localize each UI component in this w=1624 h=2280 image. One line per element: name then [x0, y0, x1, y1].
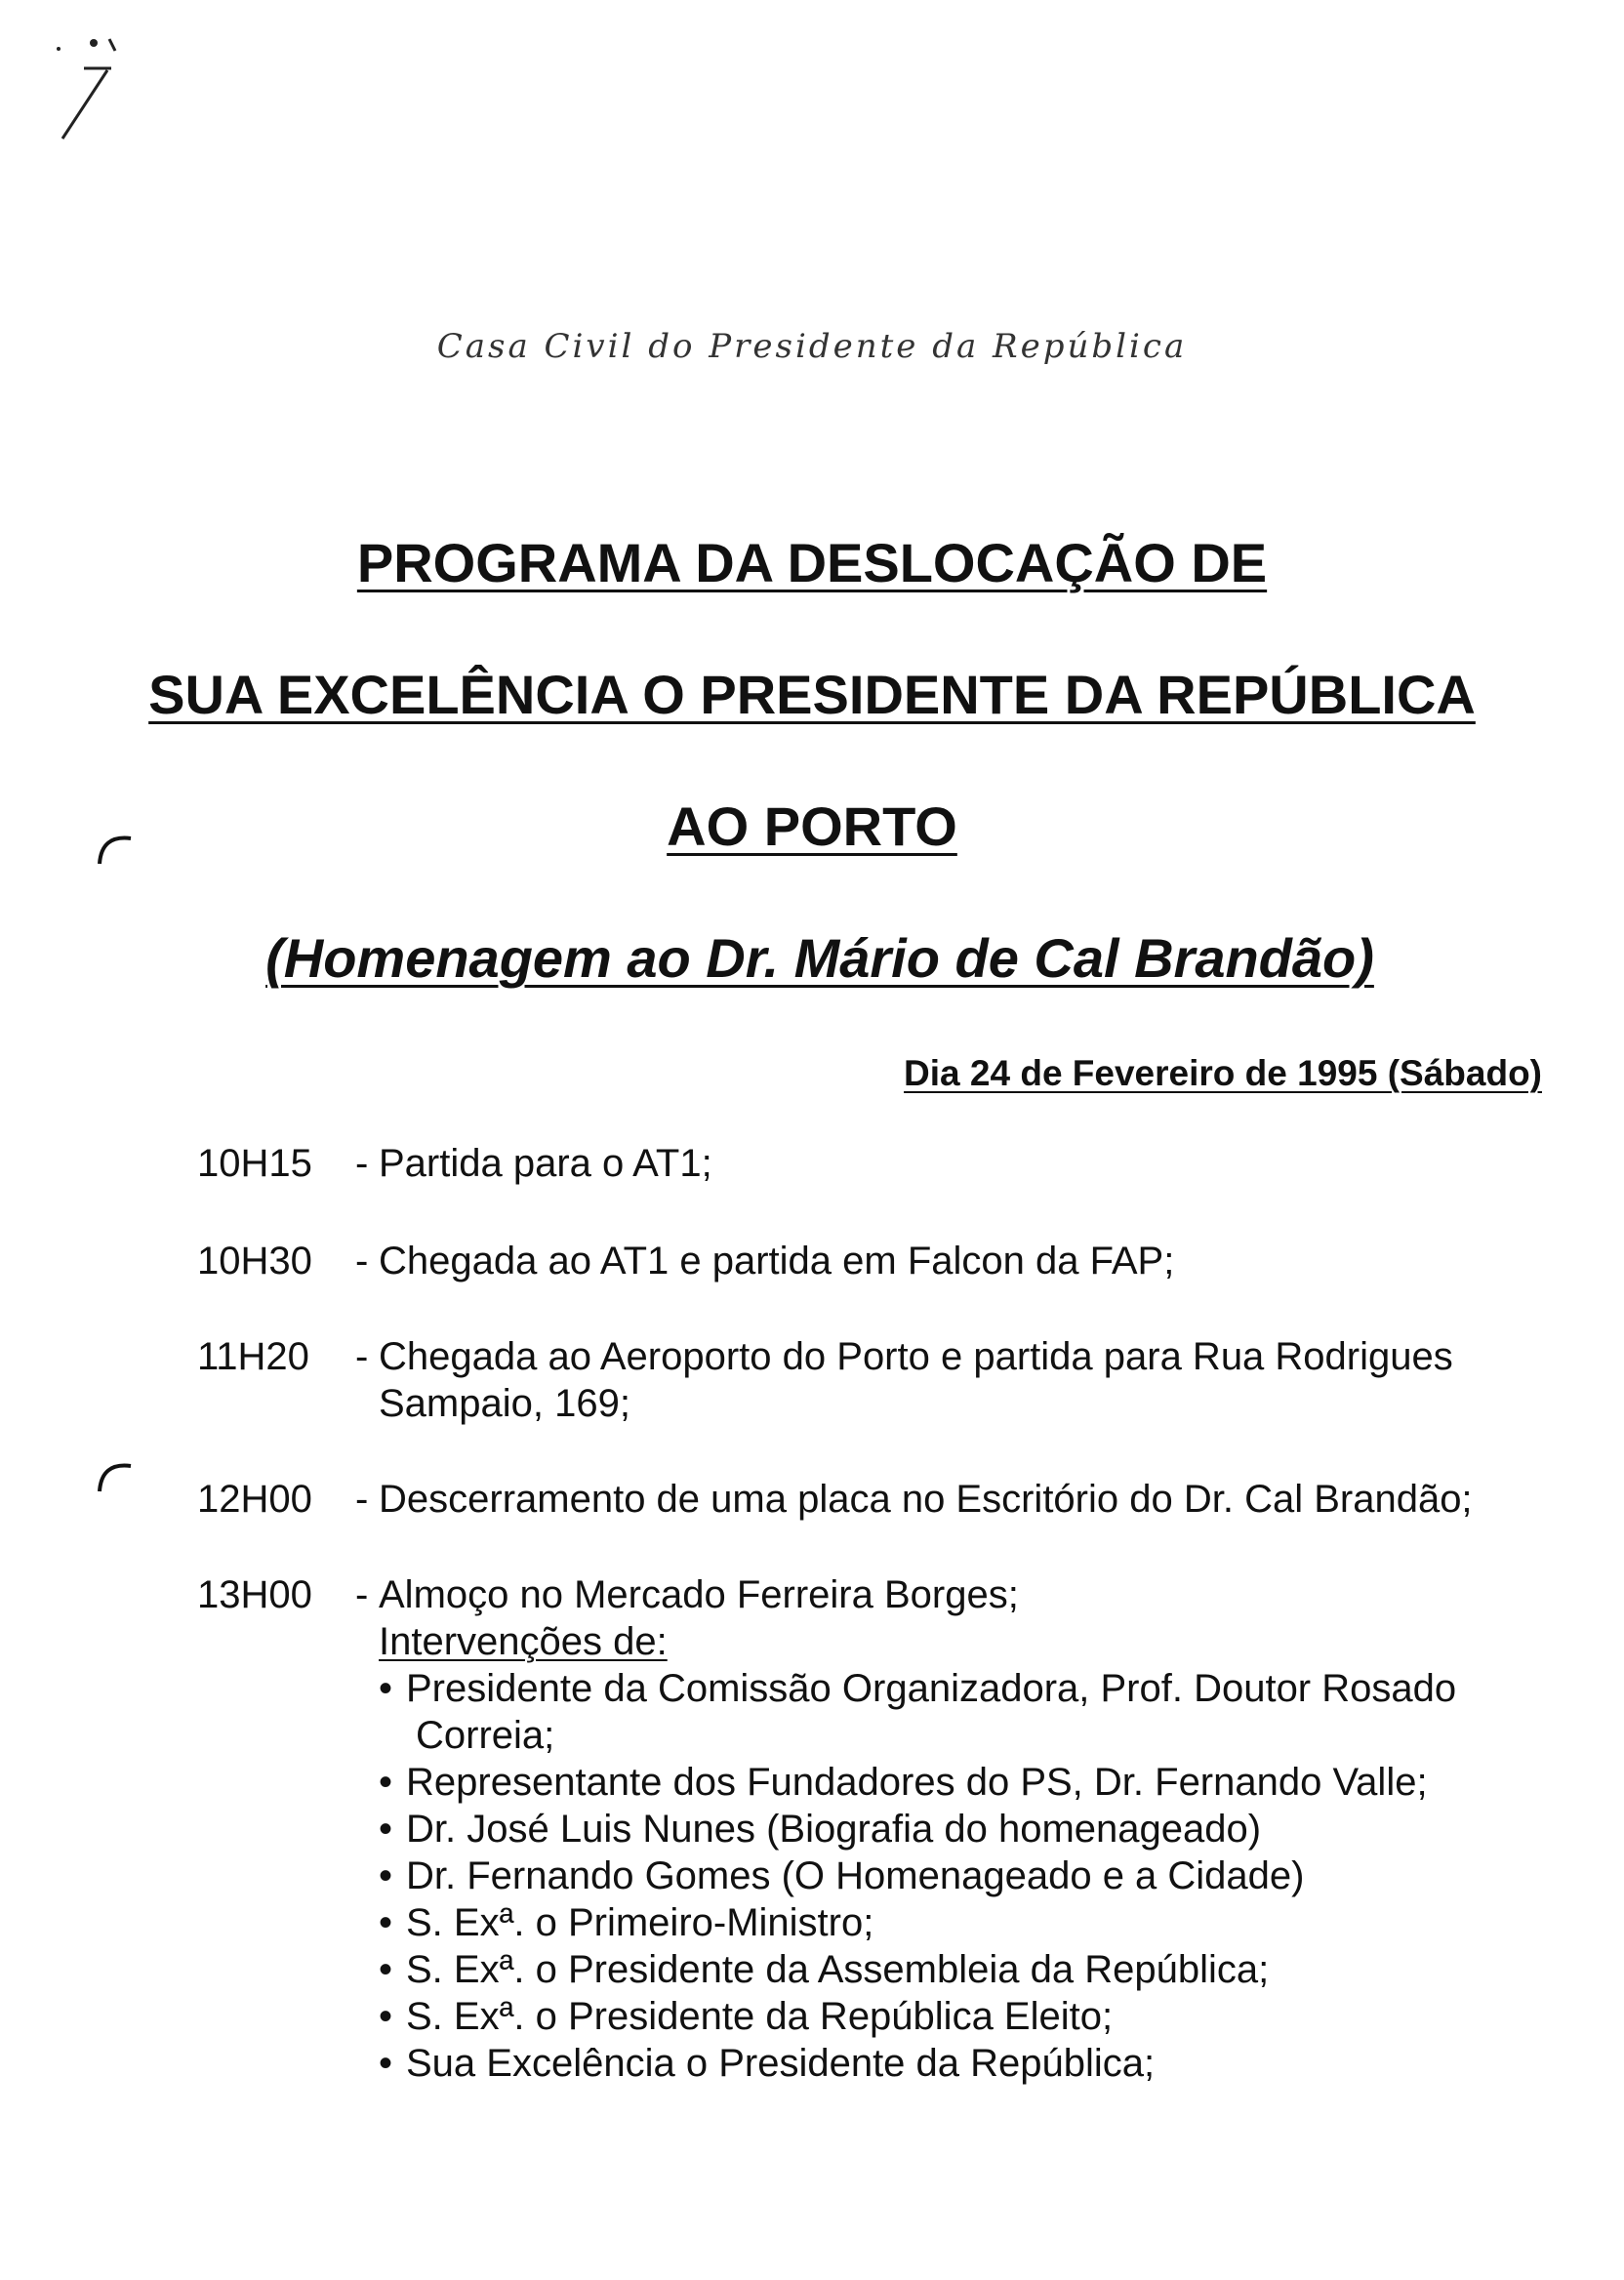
intervention-text: Sua Excelência o Presidente da República;	[406, 2042, 1156, 2085]
schedule-separator: -	[355, 1573, 369, 1616]
schedule-time: 11H20	[197, 1335, 309, 1378]
schedule-separator: -	[355, 1240, 369, 1282]
schedule-item	[197, 1238, 1563, 1284]
intervention-text: S. Exª. o Primeiro-Ministro;	[406, 1901, 874, 1944]
schedule-item	[197, 1333, 1563, 1427]
punch-hole-mark-top	[94, 825, 137, 868]
intervention-text: Representante dos Fundadores do PS, Dr. Fernando Valle;	[406, 1761, 1428, 1804]
schedule-item	[197, 1476, 1563, 1523]
punch-hole-mark-bottom	[94, 1452, 137, 1495]
interventions-heading: Intervenções de:	[379, 1620, 668, 1663]
schedule-time: 13H00	[197, 1573, 312, 1616]
intervention-text: S. Exª. o Presidente da República Eleito;	[406, 1995, 1114, 2038]
schedule-text: Almoço no Mercado Ferreira Borges;	[379, 1573, 1019, 1616]
list-item	[379, 2040, 1563, 2087]
title-subtitle: (Homenagem ao Dr. Mário de Cal Brandão)	[265, 927, 1374, 989]
bullet-icon: •	[379, 1667, 393, 1710]
schedule-item	[197, 1140, 1563, 1187]
list-item	[379, 1946, 1563, 1993]
title-line-2: SUA EXCELÊNCIA O PRESIDENTE DA REPÚBLICA	[148, 664, 1476, 725]
intervention-text: Dr. Fernando Gomes (O Homenageado e a Cidade)	[406, 1854, 1305, 1897]
bullet-icon: •	[379, 1854, 393, 1897]
schedule-text: Chegada ao AT1 e partida em Falcon da FAP;	[379, 1240, 1175, 1282]
schedule-separator: -	[355, 1142, 369, 1185]
bullet-icon: •	[379, 1901, 393, 1944]
list-item	[379, 1899, 1563, 1946]
intervention-text: Dr. José Luis Nunes (Biografia do homenageado)	[406, 1808, 1262, 1851]
schedule-time: 10H15	[197, 1142, 312, 1185]
list-item	[379, 1665, 1563, 1759]
letterhead: Casa Civil do Presidente da República	[436, 327, 1188, 366]
schedule-text: Partida para o AT1;	[379, 1142, 712, 1185]
bullet-icon: •	[379, 1808, 393, 1851]
title-line-3: AO PORTO	[667, 795, 957, 857]
handwritten-page-mark	[47, 29, 125, 146]
schedule-item-lunch	[379, 1571, 1563, 2087]
intervention-text: S. Exª. o Presidente da Assembleia da República;	[406, 1948, 1270, 1991]
schedule-text: Descerramento de uma placa no Escritório do Dr. Cal Brandão;	[379, 1478, 1473, 1521]
list-item	[379, 1993, 1563, 2040]
bullet-icon: •	[379, 2042, 393, 2085]
intervention-text-continued: Correia;	[416, 1714, 555, 1757]
schedule-item	[197, 1571, 1563, 2087]
title-line-1: PROGRAMA DA DESLOCAÇÃO DE	[356, 532, 1268, 593]
bullet-icon: •	[379, 1761, 393, 1804]
list-item	[379, 1759, 1563, 1806]
schedule-text: Chegada ao Aeroporto do Porto e partida para Rua Rodrigues Sampaio, 169;	[379, 1335, 1453, 1425]
bullet-icon: •	[379, 1995, 393, 2038]
bullet-icon: •	[379, 1948, 393, 1991]
schedule-separator: -	[355, 1478, 369, 1521]
event-date: Dia 24 de Fevereiro de 1995 (Sábado)	[904, 1053, 1542, 1093]
schedule-time: 12H00	[197, 1478, 312, 1521]
schedule-list	[197, 1140, 1563, 2087]
list-item	[379, 1806, 1563, 1852]
intervention-text: Presidente da Comissão Organizadora, Prof. Doutor Rosado	[406, 1667, 1457, 1710]
schedule-time: 10H30	[197, 1240, 312, 1282]
schedule-separator: -	[355, 1335, 369, 1378]
interventions-list	[379, 1665, 1563, 2087]
list-item	[379, 1852, 1563, 1899]
